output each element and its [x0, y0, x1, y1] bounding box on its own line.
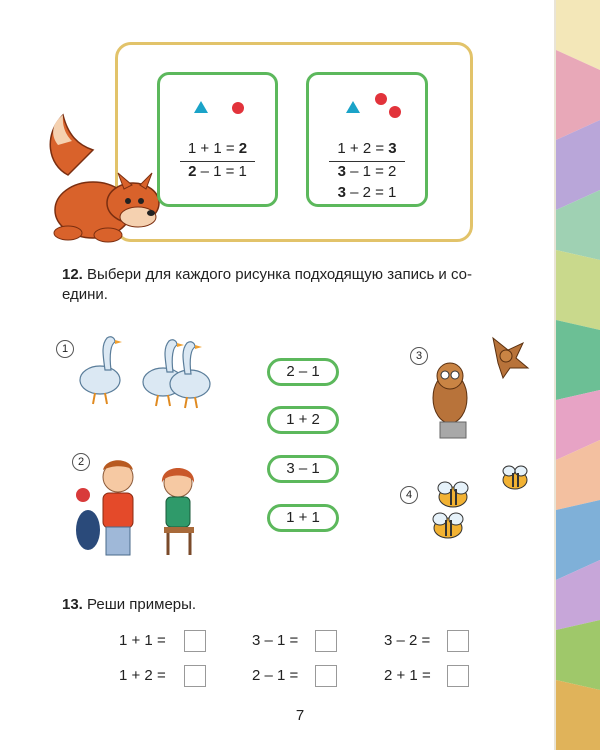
- equation-line: 2 – 1 = 1: [188, 163, 247, 180]
- example-expression: 3 – 2 =: [384, 632, 431, 649]
- equation-line: 3 – 1 = 2: [337, 163, 397, 180]
- answer-box[interactable]: [315, 665, 337, 687]
- expression-pill-3[interactable]: 3 – 1: [267, 455, 339, 483]
- equation-line: 3 – 2 = 1: [337, 184, 397, 201]
- task-text: едини.: [62, 286, 108, 303]
- page-number: 7: [295, 707, 305, 724]
- answer-box[interactable]: [447, 630, 469, 652]
- geese-illustration: [75, 330, 215, 410]
- answer-box[interactable]: [184, 665, 206, 687]
- side-decor-stripe: [556, 0, 600, 750]
- equation-line: 1 + 1 = 2: [187, 140, 248, 157]
- picture-marker-3: 3: [410, 347, 428, 365]
- answer-box[interactable]: [447, 665, 469, 687]
- answer-box[interactable]: [184, 630, 206, 652]
- picture-marker-2: 2: [72, 453, 90, 471]
- example-expression: 1 + 2 =: [119, 667, 166, 684]
- circle-shape: [232, 102, 244, 114]
- expression-pill-1[interactable]: 2 – 1: [267, 358, 339, 386]
- triangle-shape: [194, 101, 208, 113]
- task-12-title: [62, 265, 542, 305]
- example-expression: 2 + 1 =: [384, 667, 431, 684]
- example-expression: 1 + 1 =: [119, 632, 166, 649]
- stripe-divider: [554, 0, 556, 750]
- picture-marker-1: 1: [56, 340, 74, 358]
- expression-pill-2[interactable]: 1 + 2: [267, 406, 339, 434]
- example-card-2: [306, 72, 428, 207]
- example-expression: 3 – 1 =: [252, 632, 299, 649]
- task-text: Реши примеры.: [87, 596, 197, 613]
- fraction-rule: [180, 161, 255, 162]
- picture-marker-4: 4: [400, 486, 418, 504]
- task-number: 13.: [62, 596, 83, 613]
- owls-illustration: [428, 328, 538, 443]
- equation-line: 1 + 2 = 3: [337, 140, 397, 157]
- example-expression: 2 – 1 =: [252, 667, 299, 684]
- bees-illustration: [423, 460, 538, 555]
- task-text: Выбери для каждого рисунка подходящую запись и со-: [87, 266, 472, 283]
- triangle-shape: [346, 101, 360, 113]
- circle-shape: [375, 93, 387, 105]
- task-13-title: [62, 595, 196, 615]
- example-card-1: [157, 72, 278, 207]
- children-illustration: [68, 455, 218, 560]
- circle-shape: [389, 106, 401, 118]
- fraction-rule: [329, 161, 405, 162]
- fox-illustration: [38, 105, 173, 245]
- task-number: 12.: [62, 266, 83, 283]
- answer-box[interactable]: [315, 630, 337, 652]
- expression-pill-4[interactable]: 1 + 1: [267, 504, 339, 532]
